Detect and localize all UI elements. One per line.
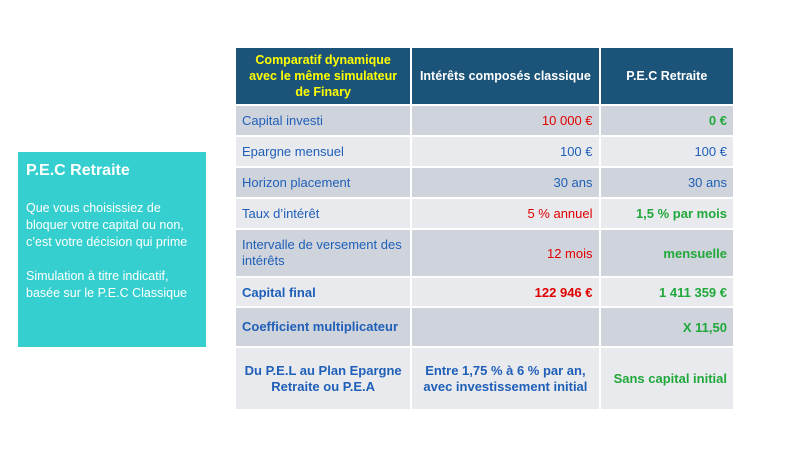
table-row-epargne-mensuel — [235, 136, 734, 167]
pec-value: X 11,50 — [600, 307, 734, 347]
row-label: Du P.E.L au Plan Epargne Retraite ou P.E.A — [235, 347, 411, 410]
header-comparatif: Comparatif dynamique avec le même simulateur de Finary — [235, 47, 411, 105]
info-box-paragraph-decision: Que vous choisissiez de bloquer votre capital ou non, c’est votre décision qui prime — [26, 201, 188, 249]
table-header-row — [235, 47, 734, 105]
info-box-title: P.E.C Retraite — [26, 162, 130, 179]
pec-value: 30 ans — [600, 167, 734, 198]
classic-value: 5 % annuel — [411, 198, 599, 229]
table-row-coefficient — [235, 307, 734, 347]
row-label: Capital investi — [235, 105, 411, 136]
classic-value: Entre 1,75 % à 6 % par an, avec investissement initial — [411, 347, 599, 410]
pec-value: 0 € — [600, 105, 734, 136]
pec-value: 1,5 % par mois — [600, 198, 734, 229]
table-row-capital-investi — [235, 105, 734, 136]
header-interets-composes: Intérêts composés classique — [411, 47, 599, 105]
classic-value: 12 mois — [411, 229, 599, 277]
row-label: Capital final — [235, 277, 411, 307]
pec-value: mensuelle — [600, 229, 734, 277]
row-label: Intervalle de versement des intérêts — [235, 229, 411, 277]
row-label: Coefficient multiplicateur — [235, 307, 411, 347]
table-row-capital-final — [235, 277, 734, 307]
row-label: Epargne mensuel — [235, 136, 411, 167]
classic-value: 30 ans — [411, 167, 599, 198]
header-pec-retraite: P.E.C Retraite — [600, 47, 734, 105]
pec-retraite-info-box — [18, 152, 206, 347]
pec-value: Sans capital initial — [600, 347, 734, 410]
table-row-taux-interet — [235, 198, 734, 229]
row-label: Horizon placement — [235, 167, 411, 198]
row-label: Taux d’intérêt — [235, 198, 411, 229]
classic-value: 122 946 € — [411, 277, 599, 307]
classic-value: 100 € — [411, 136, 599, 167]
table-row-horizon-placement — [235, 167, 734, 198]
classic-value: 10 000 € — [411, 105, 599, 136]
comparison-table — [234, 46, 735, 411]
pec-value: 100 € — [600, 136, 734, 167]
pec-value: 1 411 359 € — [600, 277, 734, 307]
table-row-comparaison-produits — [235, 347, 734, 410]
info-box-paragraph-simulation: Simulation à titre indicatif, basée sur le P.E.C Classique — [26, 269, 187, 300]
table-row-intervalle-versement — [235, 229, 734, 277]
classic-value — [411, 307, 599, 347]
